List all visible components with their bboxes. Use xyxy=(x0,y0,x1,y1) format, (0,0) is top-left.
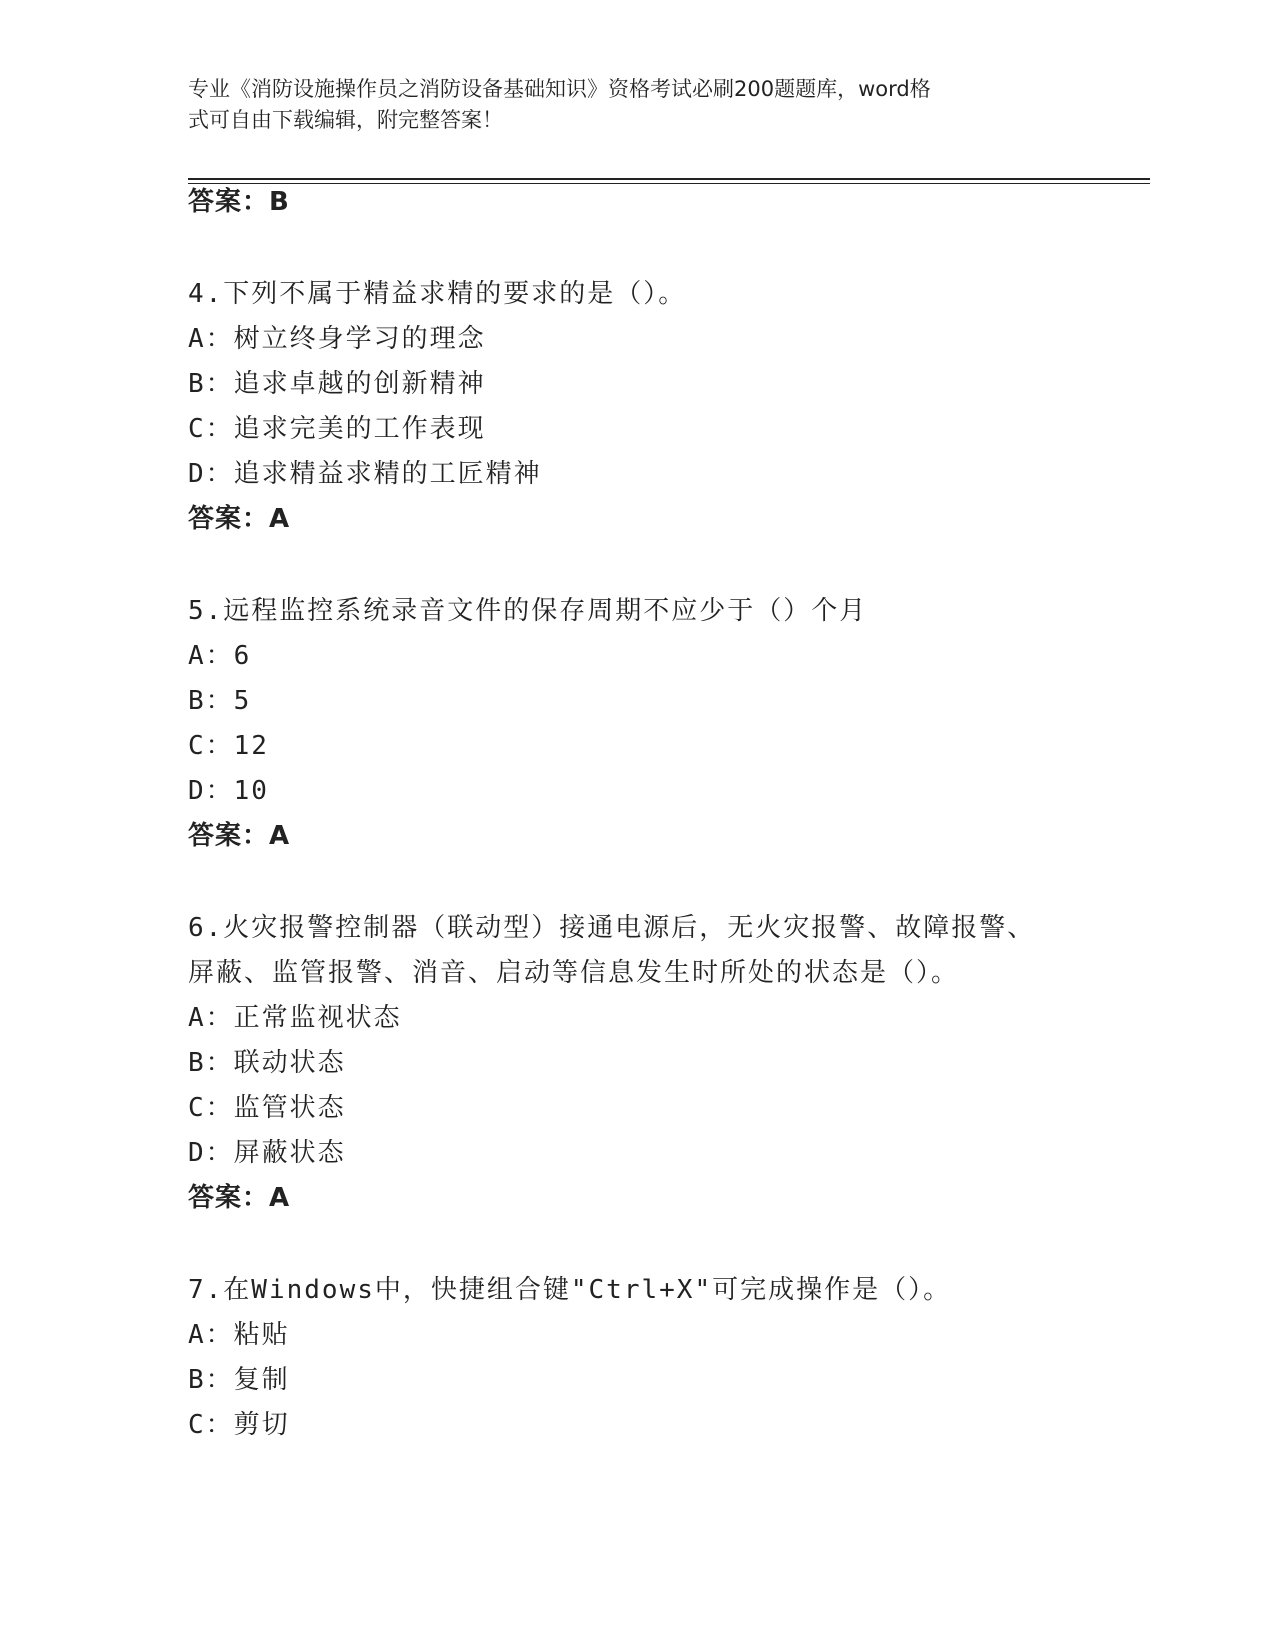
header-line-1: 专业《消防设施操作员之消防设备基础知识》资格考试必刷200题题库，word格 xyxy=(188,77,931,101)
question-item xyxy=(188,272,1118,542)
option-d: D：10 xyxy=(188,776,269,806)
option-a: A：6 xyxy=(188,641,252,671)
option-c: C：剪切 xyxy=(188,1410,290,1440)
question-item xyxy=(188,589,1118,859)
option-a: A：正常监视状态 xyxy=(188,1003,402,1033)
header-line-2: 式可自由下载编辑，附完整答案！ xyxy=(188,108,503,132)
question-stem: 7.在Windows中，快捷组合键"Ctrl+X"可完成操作是（）。 xyxy=(188,1275,952,1305)
question-item xyxy=(188,1268,1118,1448)
answer-label: 答案：A xyxy=(188,821,291,851)
answer-label: 答案：A xyxy=(188,1183,291,1213)
question-stem: 4.下列不属于精益求精的要求的是（）。 xyxy=(188,279,687,309)
option-b: B：追求卓越的创新精神 xyxy=(188,369,486,399)
option-a: A：粘贴 xyxy=(188,1320,290,1350)
question-stem-line-1: 6.火灾报警控制器（联动型）接通电源后，无火灾报警、故障报警、 xyxy=(188,913,1036,943)
option-b: B：5 xyxy=(188,686,252,716)
option-c: C：12 xyxy=(188,731,269,761)
option-c: C：追求完美的工作表现 xyxy=(188,414,486,444)
question-item xyxy=(188,906,1118,1221)
option-a: A：树立终身学习的理念 xyxy=(188,324,486,354)
option-b: B：复制 xyxy=(188,1365,290,1395)
question-list xyxy=(188,180,1118,1448)
question-stem: 5.远程监控系统录音文件的保存周期不应少于（）个月 xyxy=(188,596,868,626)
answer-label: 答案：A xyxy=(188,504,291,534)
option-d: D：追求精益求精的工匠精神 xyxy=(188,459,542,489)
question-stem-line-2: 屏蔽、监管报警、消音、启动等信息发生时所处的状态是（）。 xyxy=(188,958,960,988)
option-c: C：监管状态 xyxy=(188,1093,346,1123)
answer-label: 答案：B xyxy=(188,187,290,217)
option-b: B：联动状态 xyxy=(188,1048,346,1078)
document-header xyxy=(188,74,1068,136)
option-d: D：屏蔽状态 xyxy=(188,1138,346,1168)
